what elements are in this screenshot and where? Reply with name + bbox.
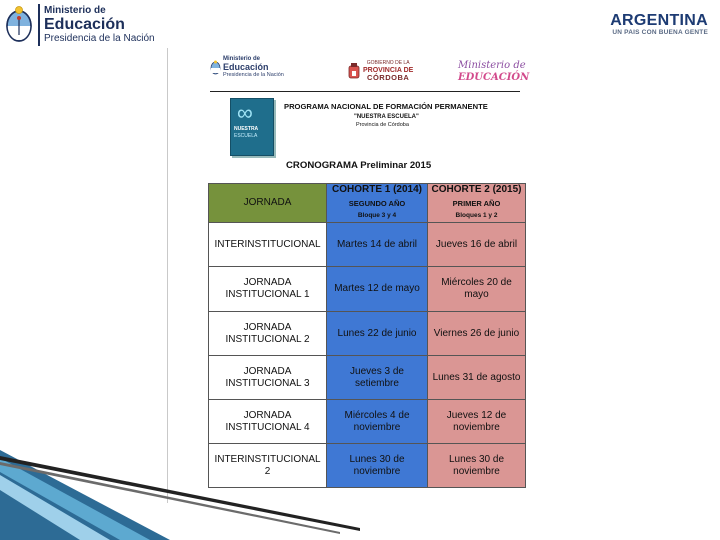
- row-label: [209, 223, 327, 267]
- logo2-line1: GOBIERNO DE LA: [366, 60, 410, 66]
- header-cohorte-2: [428, 184, 526, 223]
- cover-line2: ESCUELA: [234, 133, 258, 139]
- cohorte-1-block: Bloque 3 y 4: [357, 212, 397, 219]
- cohorte-1-date: Lunes 30 de noviembre: [327, 444, 428, 488]
- logo2-line2: PROVINCIA DE: [363, 67, 414, 74]
- row-label-line1: JORNADA: [243, 365, 292, 377]
- program-province: Provincia de Córdoba: [356, 122, 409, 128]
- row-label: [209, 312, 327, 356]
- cohorte-1-date: Martes 12 de mayo: [327, 267, 428, 312]
- logo3-line2: EDUCACIÓN: [458, 72, 530, 83]
- table-header-row: [209, 184, 526, 223]
- cohorte-2-year: PRIMER AÑO: [452, 199, 501, 208]
- logo2-line3: CÓRDOBA: [367, 73, 410, 82]
- row-label-line2: INSTITUCIONAL 1: [225, 289, 310, 300]
- row-label-line2: INSTITUCIONAL 3: [225, 377, 310, 389]
- row-label-line1: JORNADA: [243, 277, 292, 288]
- logos-underline: [210, 91, 520, 92]
- cohorte-2-block: Bloques 1 y 2: [455, 212, 498, 219]
- logo-gobierno-cordoba: [348, 60, 413, 81]
- document-page: [200, 52, 530, 160]
- cohorte-2-date: Viernes 26 de junio: [428, 312, 526, 356]
- logo-ministerio-nacion: [210, 56, 284, 79]
- row-label-line1: JORNADA: [243, 321, 292, 333]
- logo-ministerio-educacion-cba: [458, 60, 529, 84]
- cover-line1: NUESTRA: [234, 126, 259, 132]
- infinity-icon: ∞: [237, 100, 253, 125]
- ministry-line-1: Ministerio de: [44, 5, 106, 16]
- row-label: [209, 400, 327, 444]
- table-row: [209, 267, 526, 312]
- cohorte-1-date: Lunes 22 de junio: [327, 312, 428, 356]
- cohorte-1-title: COHORTE 1 (2014): [331, 184, 423, 195]
- program-title-area: [200, 94, 530, 160]
- header-cohorte-1: [327, 184, 428, 223]
- program-title: PROGRAMA NACIONAL DE FORMACIÓN PERMANENTE: [284, 102, 488, 111]
- table-row: [209, 400, 526, 444]
- cohorte-1-year: SEGUNDO AÑO: [348, 199, 406, 208]
- national-shield-icon: [4, 5, 34, 45]
- row-label: [209, 356, 327, 400]
- table-row: [209, 312, 526, 356]
- country-name: ARGENTINA: [610, 12, 708, 29]
- ministry-header-logo: [4, 2, 155, 48]
- argentina-brand: [610, 12, 708, 36]
- table-row: [209, 356, 526, 400]
- cordoba-crest-icon: [348, 63, 360, 79]
- table-row: [209, 223, 526, 267]
- cohorte-2-date: Jueves 16 de abril: [428, 223, 526, 267]
- row-label-line2: INSTITUCIONAL 4: [225, 421, 310, 433]
- row-label-line2: INSTITUCIONAL 2: [225, 333, 310, 345]
- cohorte-2-title: COHORTE 2 (2015): [431, 184, 522, 195]
- country-tagline: UN PAIS CON BUENA GENTE: [612, 29, 708, 36]
- ministry-line-3: Presidencia de la Nación: [44, 33, 155, 44]
- header-jornada: JORNADA: [209, 184, 327, 223]
- schedule-table: [208, 183, 526, 488]
- header-separator: [38, 4, 40, 46]
- cohorte-2-date: Miércoles 20 de mayo: [428, 267, 526, 312]
- cohorte-1-date: Jueves 3 de setiembre: [327, 356, 428, 400]
- cronograma-title: CRONOGRAMA Preliminar 2015: [286, 160, 432, 171]
- cohorte-2-date: Lunes 30 de noviembre: [428, 444, 526, 488]
- cohorte-1-date: Miércoles 4 de noviembre: [327, 400, 428, 444]
- row-label: [209, 444, 327, 488]
- cohorte-1-date: Martes 14 de abril: [327, 223, 428, 267]
- cohorte-2-date: Jueves 12 de noviembre: [428, 400, 526, 444]
- logo1-line2: Educación: [223, 62, 269, 72]
- row-label-line1: INTERINSTITUCIONAL 2: [214, 453, 321, 477]
- cohorte-2-date: Lunes 31 de agosto: [428, 356, 526, 400]
- table-row: [209, 444, 526, 488]
- small-shield-icon: [210, 60, 221, 75]
- logo3-line1: Ministerio de: [458, 60, 526, 71]
- logos-strip: [200, 52, 530, 94]
- row-label-line1: INTERINSTITUCIONAL: [214, 238, 321, 250]
- row-label-line1: JORNADA: [243, 409, 292, 421]
- program-subtitle: "NUESTRA ESCUELA": [354, 114, 419, 120]
- ministry-line-2: Educación: [44, 16, 125, 33]
- nuestra-escuela-cover: [230, 98, 274, 156]
- row-label: [209, 267, 327, 312]
- logo1-line3: Presidencia de la Nación: [223, 72, 284, 78]
- logo1-line1: Ministerio de: [223, 56, 261, 62]
